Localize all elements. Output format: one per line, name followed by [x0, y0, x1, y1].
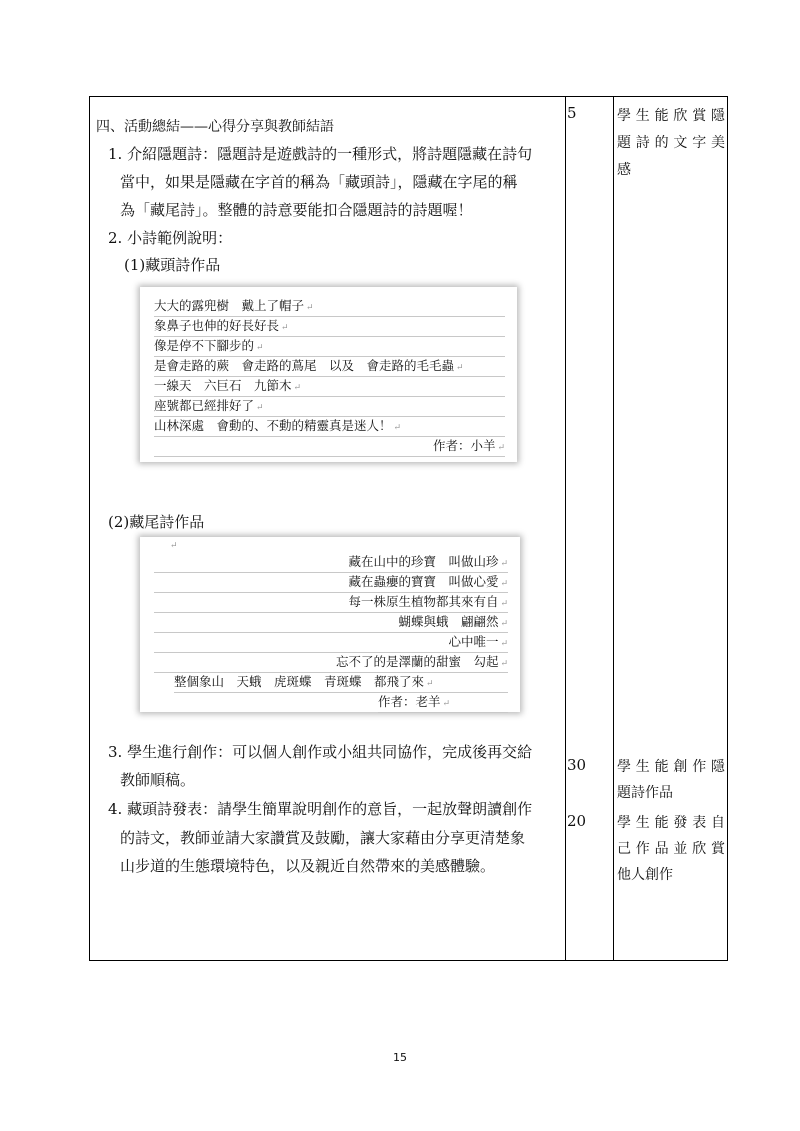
page-number: 15: [393, 1051, 407, 1064]
poem-1-line: 大大的露兜樹 戴上了帽子 ↵: [154, 297, 505, 317]
poem-2-line: 整個象山 天蛾 虎斑蝶 青斑蝶 都飛了來 ↵: [174, 673, 508, 693]
objective-present: 學生能發表自 己作品並欣賞 他人創作: [617, 815, 725, 883]
item-1-line-1: 1. 介紹隱題詩：隱題詩是遊戲詩的一種形式，將詩題隱藏在詩句: [108, 145, 533, 163]
poem-2-line: 忘不了的是澤蘭的甜蜜 勾起 ↵: [154, 653, 508, 673]
poem-1-line: 像是停不下腳步的 ↵: [154, 337, 505, 357]
poem-2-author: 作者：老羊 ↵: [378, 693, 508, 713]
poem-1-box: [140, 287, 517, 462]
poem-1-author: 作者：小羊 ↵: [154, 437, 505, 457]
poem-2-line: 藏在蟲癭的寶寶 叫做心愛 ↵: [154, 573, 508, 593]
poem-1-line: 一線天 六巨石 九節木 ↵: [154, 377, 505, 397]
item-1-line-2: 當中，如果是隱藏在字首的稱為「藏頭詩」，隱藏在字尾的稱: [120, 173, 518, 191]
poem-2-line: 藏在山中的珍寶 叫做山珍 ↵: [154, 553, 508, 573]
sub-heading-1: (1)藏頭詩作品: [124, 256, 221, 274]
time-5: 5: [567, 104, 577, 122]
item-4-line-2: 的詩文，教師並請大家讚賞及鼓勵，讓大家藉由分享更清楚象: [120, 829, 526, 847]
sub-heading-2: (2)藏尾詩作品: [108, 513, 205, 531]
poem-1-line: 象鼻子也伸的好長好長 ↵: [154, 317, 505, 337]
item-1-line-3: 為「藏尾詩」。整體的詩意要能扣合隱題詩的詩題喔！: [120, 201, 473, 219]
poem-2-line: 每一株原生植物都其來有自 ↵: [154, 593, 508, 613]
poem-1-line: 山林深處 會動的、不動的精靈真是迷人！ ↵: [154, 417, 505, 437]
poem-1-line: 座號都已經排好了 ↵: [154, 397, 505, 417]
poem-1-line: 是會走路的蕨 會走路的蔦尾 以及 會走路的毛毛蟲 ↵: [154, 357, 505, 377]
poem-2-box: [140, 537, 520, 712]
paragraph-mark: ↵: [170, 541, 178, 551]
section-heading: 四、活動總結——心得分享與教師結語: [96, 119, 334, 135]
objective-create: 學生能創作隱 題詩作品: [617, 759, 725, 801]
item-3-line-1: 3. 學生進行創作：可以個人創作或小組共同協作，完成後再交給: [108, 743, 533, 761]
time-30: 30: [567, 756, 587, 774]
item-4-line-1: 4. 藏頭詩發表：請學生簡單說明創作的意旨，一起放聲朗讀創作: [108, 800, 533, 818]
poem-2-line: 心中唯一 ↵: [154, 633, 508, 653]
column-divider-objective: [613, 97, 614, 960]
item-3-line-2: 教師順稿。: [120, 771, 196, 789]
time-20: 20: [567, 812, 587, 830]
objective-appreciate: 學生能欣賞隱 題詩的文字美 感: [617, 108, 725, 178]
item-4-line-3: 山步道的生態環境特色，以及親近自然帶來的美感體驗。: [120, 857, 496, 875]
item-2: 2. 小詩範例說明：: [108, 229, 233, 247]
column-divider-time: [565, 97, 566, 960]
poem-2-line: 蝴蝶與蛾 翩翩然 ↵: [154, 613, 508, 633]
